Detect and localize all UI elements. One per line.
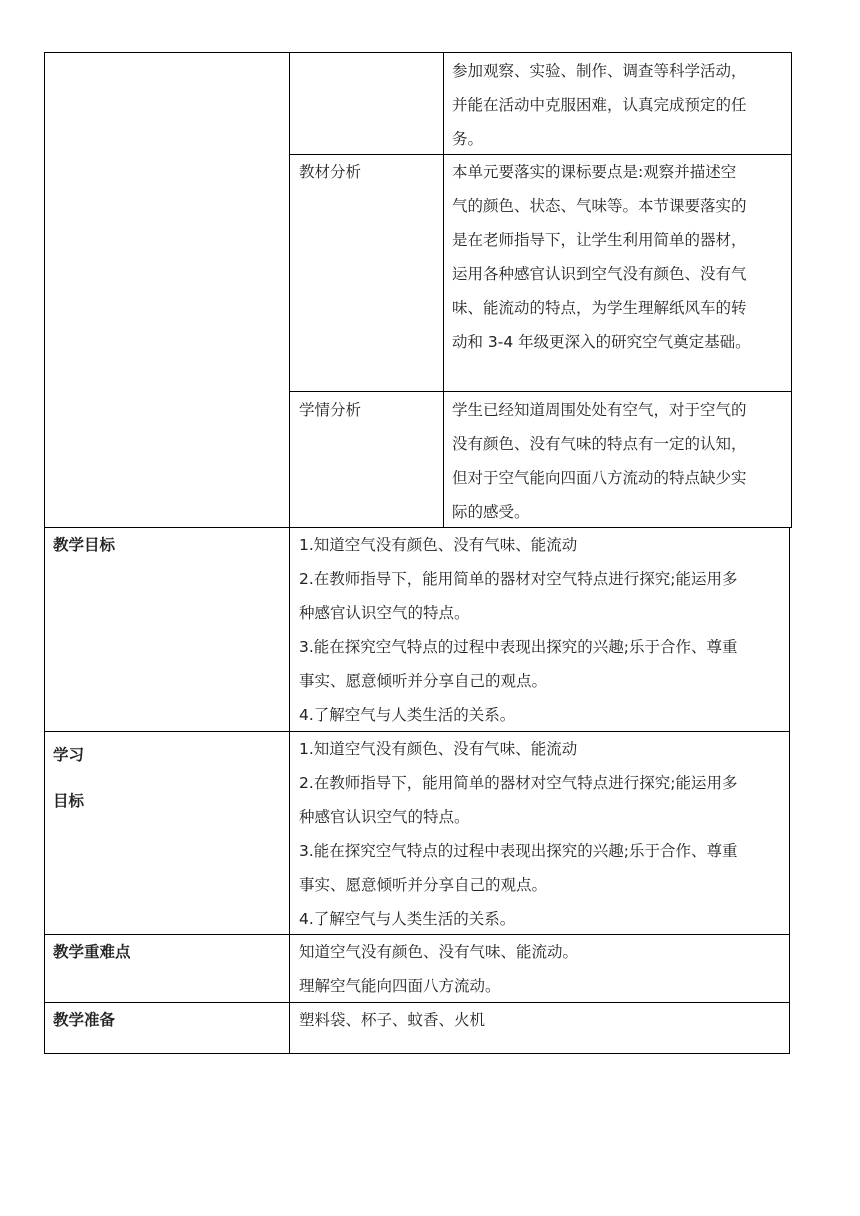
text-line: 动和 3-4 年级更深入的研究空气奠定基础。	[452, 333, 751, 351]
row-divider	[289, 391, 792, 392]
column-divider	[443, 52, 444, 528]
text-line: 参加观察、实验、制作、调查等科学活动，	[452, 62, 747, 80]
text-line: 1.知道空气没有颜色、没有气味、能流动	[299, 740, 578, 758]
text-line: 知道空气没有颜色、没有气味、能流动。	[299, 943, 579, 961]
text-line: 3.能在探究空气特点的过程中表现出探究的兴趣;乐于合作、尊重	[299, 638, 738, 656]
text-line: 4.了解空气与人类生活的关系。	[299, 706, 516, 724]
continuation-cell	[452, 54, 747, 156]
text-line: 种感官认识空气的特点。	[299, 808, 470, 826]
text-line: 塑料袋、杯子、蚊香、火机	[299, 1011, 486, 1029]
table-right-border	[791, 52, 792, 528]
text-line: 事实、愿意倾听并分享自己的观点。	[299, 876, 548, 894]
learning-objectives-content	[299, 732, 738, 936]
text-line: 运用各种感官认识到空气没有颜色、没有气	[452, 265, 747, 283]
text-line: 学生已经知道周围处处有空气，对于空气的	[452, 401, 747, 419]
column-divider	[289, 52, 290, 1054]
text-line: 3.能在探究空气特点的过程中表现出探究的兴趣;乐于合作、尊重	[299, 842, 738, 860]
text-line: 本单元要落实的课标要点是:观察并描述空	[452, 163, 737, 181]
teaching-objectives-label: 教学目标	[53, 536, 116, 554]
table-left-border	[44, 52, 45, 1054]
text-line: 没有颜色、没有气味的特点有一定的认知，	[452, 435, 747, 453]
text-line: 并能在活动中克服困难，认真完成预定的任	[452, 96, 747, 114]
text-line: 2.在教师指导下，能用简单的器材对空气特点进行探究;能运用多	[299, 570, 738, 588]
text-line: 理解空气能向四面八方流动。	[299, 977, 501, 995]
text-line: 2.在教师指导下，能用简单的器材对空气特点进行探究;能运用多	[299, 774, 738, 792]
textbook-analysis-content	[452, 155, 751, 359]
text-line: 4.了解空气与人类生活的关系。	[299, 910, 516, 928]
key-difficult-points-label: 教学重难点	[53, 943, 131, 961]
learner-analysis-label: 学情分析	[299, 401, 362, 419]
teaching-preparation-content	[299, 1003, 485, 1037]
text-line: 但对于空气能向四面八方流动的特点缺少实	[452, 469, 747, 487]
textbook-analysis-label: 教材分析	[299, 163, 362, 181]
table-top-border	[44, 52, 792, 53]
table-right-border	[789, 527, 790, 1054]
text-line: 气的颜色、状态、气味等。本节课要落实的	[452, 197, 747, 215]
teaching-preparation-label: 教学准备	[53, 1011, 116, 1029]
learner-analysis-content	[452, 393, 747, 529]
text-line: 际的感受。	[452, 503, 530, 521]
text-line: 1.知道空气没有颜色、没有气味、能流动	[299, 536, 578, 554]
text-line: 事实、愿意倾听并分享自己的观点。	[299, 672, 548, 690]
learning-objectives-label: 学习 目标	[53, 746, 85, 810]
text-line: 是在老师指导下，让学生利用简单的器材，	[452, 231, 747, 249]
text-line: 务。	[452, 130, 484, 148]
text-line: 种感官认识空气的特点。	[299, 604, 470, 622]
table-bottom-border	[44, 1053, 790, 1054]
text-line: 味、能流动的特点，为学生理解纸风车的转	[452, 299, 747, 317]
teaching-objectives-content	[299, 528, 738, 732]
key-difficult-points-content	[299, 935, 578, 1003]
